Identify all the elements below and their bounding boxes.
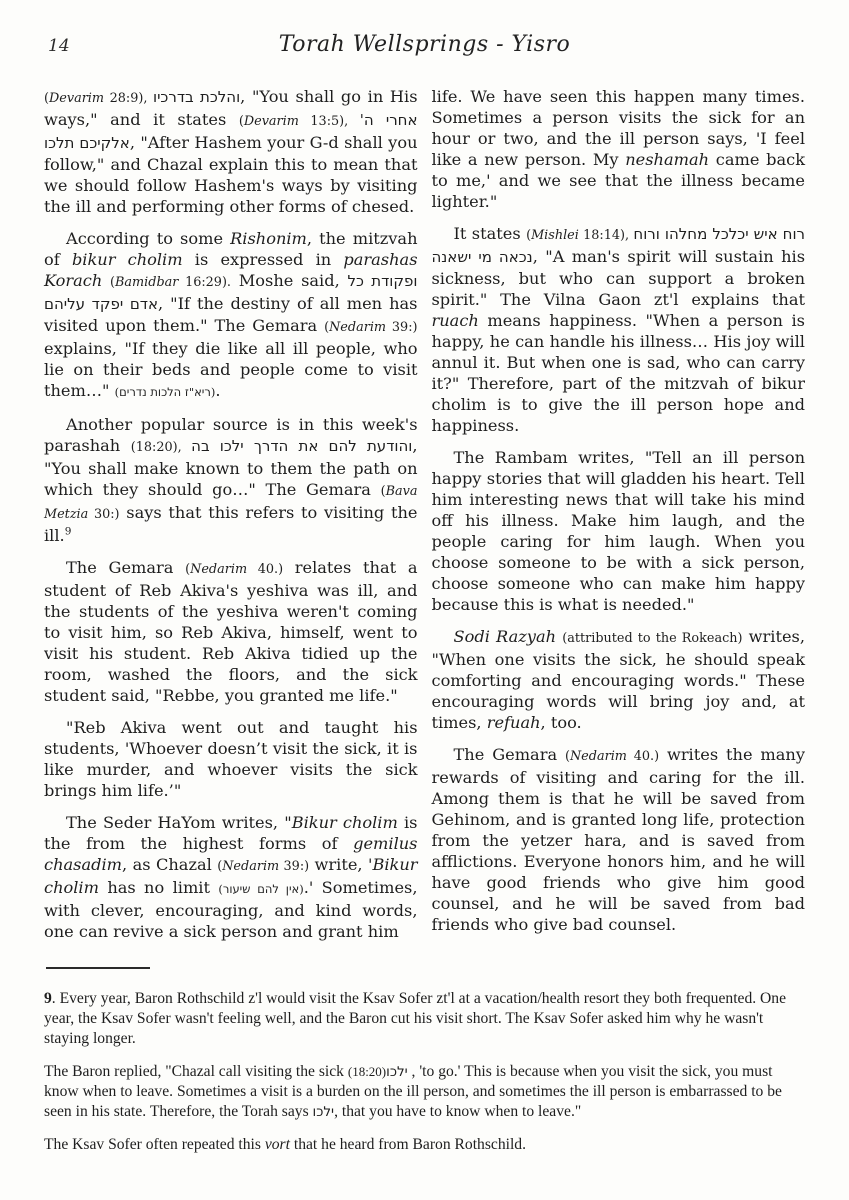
hebrew-text: ילכו xyxy=(386,1064,408,1080)
body-text: explains, "If they die like all ill people, who lie on their beds and people come to visit them…" xyxy=(44,339,418,400)
emphasized-text: Bikur cholim xyxy=(44,855,418,897)
body-text: . Every year, Baron Rothschild z'l would visit the Ksav Sofer zt'l at a vacation/health resort they both frequented. One year, the Ksav Sofer wasn't feeling well, and the Baron cut his visit short. The Ksav Sofer asked him why he wasn't staying longer. xyxy=(44,990,787,1047)
footnote-separator xyxy=(46,967,150,969)
emphasized-text: parashas Korach xyxy=(44,250,418,290)
citation: Devarim xyxy=(49,91,105,106)
body-text: The Rambam writes, "Tell an ill person happy stories that will gladden his heart. Tell him interesting news that will take his mind off his illness. Make him laugh, and the people caring for him laugh. When you choose someone to be with a sick person, choose someone who can make him happy because this is what is needed." xyxy=(431,448,805,614)
page-header xyxy=(44,32,805,62)
paragraph xyxy=(44,414,418,546)
citation: Mishlei xyxy=(531,228,579,243)
body-text: life. We have seen this happen many times. Sometimes a person visits the sick for an hour or two, and the ill person says, 'I feel like a new person. My xyxy=(431,87,805,169)
paragraph xyxy=(44,86,418,217)
paragraph xyxy=(432,447,806,615)
paragraph xyxy=(432,626,806,733)
citation: 28:9), xyxy=(104,91,153,106)
emphasized-text: ruach xyxy=(431,311,479,330)
body-text: The Gemara xyxy=(453,745,565,764)
citation: ( xyxy=(380,484,386,499)
citation: 16:29). xyxy=(178,275,232,290)
citation: 39:) xyxy=(279,859,310,874)
citation: ( xyxy=(217,859,223,874)
citation: Bava Metzia xyxy=(44,484,418,522)
body-text: write, ' xyxy=(309,855,373,874)
footnote-paragraph xyxy=(44,1135,805,1155)
emphasized-text: vort xyxy=(264,1136,290,1153)
citation: Nedarim xyxy=(569,749,627,764)
body-text: writes the many rewards of visiting and caring for the ill. Among them is that he will be saved from Gehinom, and is granted long life, protection from the yetzer hara, and is saved from afflictions. Everyone honors him, and he will have good friends who give him good counsel, and he will be saved from bad friends who give bad counsel. xyxy=(431,745,805,934)
footnote-reference: 9 xyxy=(64,525,72,538)
page-title: Torah Wellsprings - Yisro xyxy=(278,32,571,57)
citation: (18:20) xyxy=(347,1064,387,1079)
body-text: . xyxy=(215,381,221,400)
citation: (18:20), xyxy=(130,440,192,455)
body-text: means happiness. "When a person is happy, he can handle his illness… His joy will annul it. But when one is sad, who can carry it?" Therefore, part of the mitzvah of bikur cholim is to give the ill person hope and happiness. xyxy=(431,311,805,435)
paragraph xyxy=(44,717,418,801)
hebrew-text: והודעת להם את הדרך ילכו בה xyxy=(191,437,413,455)
footnote-number: 9 xyxy=(44,990,52,1007)
citation: 18:14), xyxy=(578,228,634,243)
emphasized-text: gemilus chasadim xyxy=(44,834,418,874)
body-text: relates that a student of Reb Akiva's yeshiva was ill, and the students of the yeshiva weren't coming to visit him, so Reb Akiva, himself, went to visit his student. Reb Akiva tidied up the room, washed the floors, and the sick student said, "Rebbe, you granted me life." xyxy=(44,558,418,705)
body-text: says that this refers to visiting the ill. xyxy=(44,503,418,545)
citation: 39:) xyxy=(386,320,418,335)
body-columns xyxy=(44,86,805,953)
citation: ( xyxy=(324,320,330,335)
emphasized-text: neshamah xyxy=(625,150,710,169)
hebrew-text: והלכת בדרכיו xyxy=(152,88,241,106)
paragraph xyxy=(44,228,418,403)
body-text: , "You shall go in His ways," and it states xyxy=(44,87,418,129)
paragraph xyxy=(44,557,418,706)
body-text: The Seder HaYom writes, " xyxy=(66,813,292,832)
emphasized-text: Sodi Razyah xyxy=(453,627,557,646)
hebrew-text: ופקודת כל אדם יפקד עליהם xyxy=(44,272,418,313)
citation: 40.) xyxy=(626,749,660,764)
citation: Nedarim xyxy=(190,562,248,577)
paragraph xyxy=(44,812,418,942)
citation: ( xyxy=(110,275,116,290)
body-text: , "You shall make known to them the path on which they should go…" The Gemara xyxy=(44,436,418,499)
right-column xyxy=(432,86,806,953)
left-column xyxy=(44,86,418,953)
paragraph xyxy=(432,86,806,212)
body-text: , that you have to know when to leave." xyxy=(334,1103,582,1120)
citation: Devarim xyxy=(243,114,299,129)
emphasized-text: refuah xyxy=(486,713,541,732)
citation: 30:) xyxy=(88,507,120,522)
citation: Nedarim xyxy=(329,320,387,335)
page-number: 14 xyxy=(48,36,70,56)
paragraph xyxy=(432,744,806,935)
body-text: Moshe said, xyxy=(231,271,348,290)
body-text: The Ksav Sofer often repeated this xyxy=(44,1136,265,1153)
hebrew-text: ילכו xyxy=(312,1104,335,1120)
body-text: Another popular source is in this week's parashah xyxy=(44,415,418,455)
citation: ( xyxy=(564,749,570,764)
body-text: , the mitzvah of xyxy=(44,229,418,269)
body-text: The Baron replied, "Chazal call visiting the sick xyxy=(44,1063,348,1080)
body-text: "Reb Akiva went out and taught his students, 'Whoever doesn’t visit the sick, it is like murder, and whoever visits the sick brings him life.’" xyxy=(44,718,418,800)
hebrew-citation: (ריא"ז הלכות נדרים) xyxy=(114,385,216,399)
citation: ( xyxy=(44,91,49,106)
citation: Nedarim xyxy=(222,859,280,874)
body-text: , "If the destiny of all men has visited upon them." The Gemara xyxy=(44,294,418,335)
emphasized-text: Bikur cholim xyxy=(291,813,398,832)
body-text: writes, "When one visits the sick, he should speak comforting and encouraging words." These encouraging words will bring joy and, at times, xyxy=(431,627,805,732)
footnote-section xyxy=(44,967,805,1155)
body-text xyxy=(102,271,110,290)
citation: Bamidbar xyxy=(115,275,179,290)
citation: (attributed to the Rokeach) xyxy=(562,631,743,646)
body-text: , 'to go.' This is because when you visit the sick, you must know when to leave. Sometimes a visit is a burden on the ill person, and sometimes the ill person is embarrassed to be seen in his state. Therefore, the Torah says xyxy=(44,1063,782,1120)
citation: ( xyxy=(526,228,532,243)
body-text: has no limit xyxy=(98,878,219,897)
citation: 40.) xyxy=(247,562,284,577)
body-text: came back to me,' and we see that the illness became lighter." xyxy=(431,150,805,211)
emphasized-text: bikur cholim xyxy=(71,250,183,269)
hebrew-citation: (אין להם שיעור) xyxy=(218,882,304,896)
hebrew-text: אחרי ה' אלקיכם תלכו xyxy=(44,111,418,152)
hebrew-text: רוח איש יכלכל מחלהו ורוח נכאה מי ישאנה xyxy=(431,225,805,266)
footnote-paragraph xyxy=(44,989,805,1049)
footnote-paragraph xyxy=(44,1062,805,1122)
body-text: .' Sometimes, with clever, encouraging, and kind words, one can revive a sick person and grant him xyxy=(44,878,418,941)
body-text: is expressed in xyxy=(182,250,344,269)
footnotes xyxy=(44,989,805,1155)
body-text: , "After Hashem your G-d shall you follow," and Chazal explain this to mean that we should follow Hashem's ways by visiting the ill and performing other forms of chesed. xyxy=(44,133,418,216)
paragraph xyxy=(432,223,806,436)
body-text: , as Chazal xyxy=(122,855,218,874)
citation: 13:5), xyxy=(298,114,360,129)
body-text: The Gemara xyxy=(66,558,186,577)
body-text: is the from the highest forms of xyxy=(44,813,418,853)
body-text: According to some xyxy=(66,229,231,248)
body-text: , too. xyxy=(540,713,582,732)
body-text: that he heard from Baron Rothschild. xyxy=(289,1136,526,1153)
body-text: It states xyxy=(453,224,527,243)
citation: ( xyxy=(185,562,191,577)
citation: ( xyxy=(238,114,244,129)
body-text: , "A man's spirit will sustain his sickness, but who can support a broken spirit." The Vilna Gaon zt'l explains that xyxy=(431,247,805,309)
emphasized-text: Rishonim xyxy=(230,229,307,248)
